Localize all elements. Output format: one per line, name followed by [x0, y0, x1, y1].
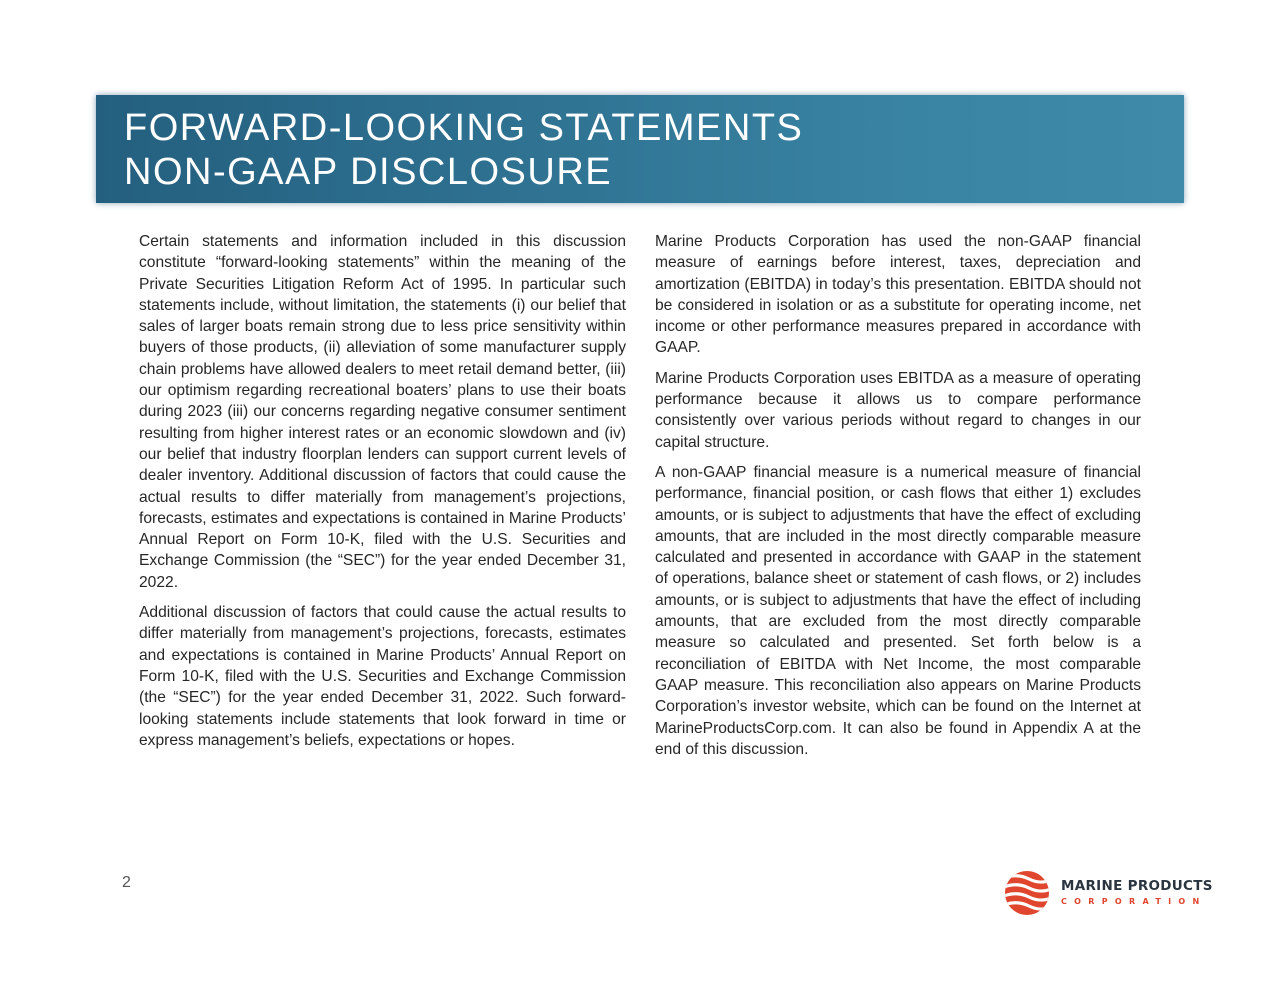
forward-looking-paragraph-1: Certain statements and information included in this discussion constitute “forward-looking statements” within the meaning of the Private Securities Litigation Reform Act of 1995. In particular such statements include, without limitation, the statements (i) our belief that sales of larger boats remain strong due to less price sensitivity within buyers of those products, (ii) alleviation of some manufacturer supply chain problems have allowed dealers to meet retail demand better, (iii) our optimism regarding recreational boaters’ plans to use their boats during 2023 (iii) our concerns regarding negative consumer sentiment resulting from higher interest rates or an economic slowdown and (iv) our belief that industry floorplan lenders can support current levels of dealer inventory. Additional discussion of factors that could cause the actual results to differ materially from management’s projections, forecasts, estimates and expectations is contained in Marine Products’ Annual Report on Form 10-K, filed with the U.S. Securities and Exchange Commission (the “SEC”) for the year ended December 31, 2022.: [139, 233, 626, 591]
non-gaap-paragraph-1: Marine Products Corporation has used the non-GAAP financial measure of earnings before interest, taxes, depreciation and amortization (EBITDA) in today’s this presentation. EBITDA should not be considered in isolation or as a substitute for operating income, net income or other performance measures prepared in accordance with GAAP.: [655, 233, 1141, 357]
page-number: 2: [122, 874, 131, 891]
logo-wordmark: MARINE PRODUCTS: [1061, 878, 1213, 894]
logo-subtitle: CORPORATION: [1061, 897, 1207, 906]
non-gaap-paragraph-3: A non-GAAP financial measure is a numerical measure of financial performance, financial position, or cash flows that either 1) excludes amounts, or is subject to adjustments that have the effect of excluding amounts, that are included in the most directly comparable measure calculated and presented in accordance with GAAP in the statement of operations, balance sheet or statement of cash flows, or 2) includes amounts, or is subject to adjustments that have the effect of including amounts, that are excluded from the most directly comparable measure so calculated and presented. Set forth below is a reconciliation of EBITDA with Net Income, the most comparable GAAP measure. This reconciliation also appears on Marine Products Corporation’s investor website, which can be found on the Internet at MarineProductsCorp.com. It can also be found in Appendix A at the end of this discussion.: [655, 463, 1141, 758]
non-gaap-paragraph-2: Marine Products Corporation uses EBITDA as a measure of operating performance because it allows us to compare performance consistently over various periods without regard to changes in our capital structure.: [655, 369, 1141, 451]
non-gaap-disclosure-column: [655, 231, 1141, 769]
page-title-line-2: NON-GAAP DISCLOSURE: [124, 151, 613, 193]
title-banner: [96, 95, 1184, 203]
company-logo: [1003, 868, 1213, 918]
forward-looking-statements-column: [139, 231, 626, 760]
forward-looking-paragraph-2: Additional discussion of factors that could cause the actual results to differ materially from management’s projections, forecasts, estimates and expectations is contained in Marine Products’ Annual Report on Form 10-K, filed with the U.S. Securities and Exchange Commission (the “SEC”) for the year ended December 31, 2022. Such forward-looking statements include statements that look forward in time or express management’s beliefs, expectations or hopes.: [139, 604, 626, 749]
wave-sphere-logo-icon: [1003, 868, 1053, 918]
page-title-line-1: FORWARD-LOOKING STATEMENTS: [124, 107, 804, 149]
